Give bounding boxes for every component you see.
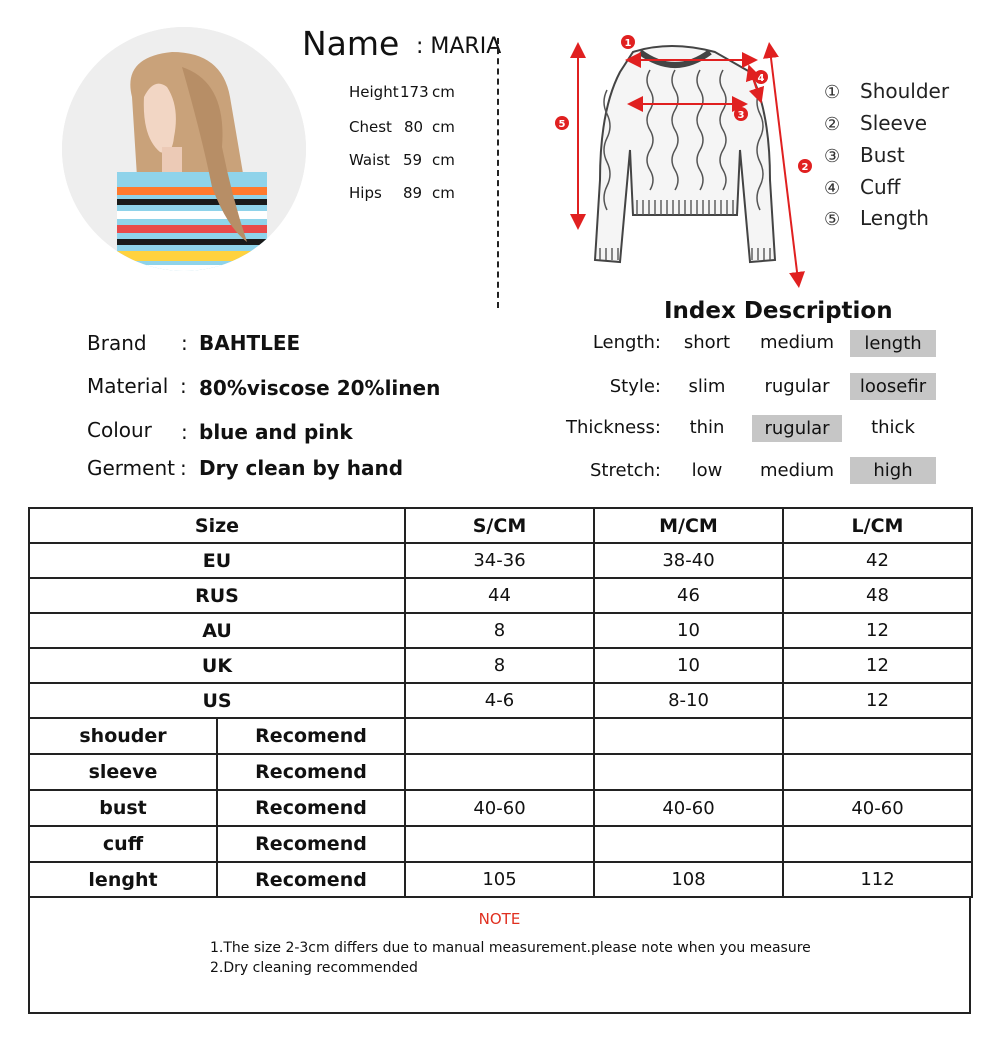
table-row — [29, 578, 972, 613]
measure-waist — [349, 150, 489, 170]
index-option-selected: length — [850, 330, 936, 357]
region-label: RUS — [29, 578, 405, 613]
legend-num: ② — [824, 114, 841, 135]
legend-label: Length — [860, 206, 929, 230]
index-option: low — [691, 460, 723, 481]
legend-length — [824, 205, 929, 231]
legend-num: ⑤ — [824, 209, 841, 230]
marker-3-label: 3 — [737, 110, 745, 121]
region-label: EU — [29, 543, 405, 578]
legend-num: ③ — [824, 146, 841, 167]
index-option: thin — [689, 417, 725, 438]
note-title: NOTE — [478, 910, 521, 928]
sweater-diagram — [545, 30, 815, 295]
index-option: slim — [688, 376, 726, 397]
table-row — [29, 613, 972, 648]
table-row — [29, 543, 972, 578]
legend-label: Sleeve — [860, 111, 928, 135]
index-label-style: Style: — [609, 376, 661, 397]
measure-label: cuff — [29, 826, 217, 862]
table-cell: 38-40 — [594, 543, 783, 578]
index-option-selected: loosefir — [850, 373, 936, 400]
table-cell: 8-10 — [594, 683, 783, 718]
index-label-thickness: Thickness: — [565, 417, 661, 438]
measure-label: shouder — [29, 718, 217, 754]
table-cell: 108 — [594, 862, 783, 897]
measure-note: Recomend — [217, 790, 405, 826]
marker-2 — [798, 159, 812, 173]
index-option: medium — [760, 460, 834, 481]
table-cell: 40-60 — [405, 790, 594, 826]
legend-cuff — [824, 174, 900, 200]
measure-note: Recomend — [217, 862, 405, 897]
note-box — [28, 896, 971, 1014]
table-cell: 40-60 — [594, 790, 783, 826]
measure-label: Waist — [349, 151, 390, 169]
table-cell: 48 — [783, 578, 972, 613]
product-germent-sep: : — [180, 456, 187, 480]
measure-hips — [349, 183, 489, 203]
product-germent-value: Dry clean by hand — [199, 456, 404, 480]
marker-5 — [555, 116, 569, 130]
product-brand-sep: : — [181, 331, 188, 355]
table-row — [29, 683, 972, 718]
table-cell: 12 — [783, 648, 972, 683]
legend-num: ① — [824, 82, 841, 103]
legend-num: ④ — [824, 178, 841, 199]
table-cell: 34-36 — [405, 543, 594, 578]
measure-label: lenght — [29, 862, 217, 897]
measure-value: 59 — [403, 151, 423, 169]
index-option: short — [683, 332, 731, 353]
measure-label: Chest — [349, 118, 392, 136]
product-material-label: Material — [87, 374, 169, 398]
index-option: medium — [760, 332, 834, 353]
marker-4-label: 4 — [757, 73, 765, 84]
measure-value: 89 — [403, 184, 423, 202]
table-cell: 10 — [594, 613, 783, 648]
legend-label: Bust — [860, 143, 905, 167]
table-cell — [594, 718, 783, 754]
table-row — [29, 648, 972, 683]
marker-1-label: 1 — [624, 38, 632, 49]
legend-shoulder — [824, 78, 949, 104]
header-s: S/CM — [405, 508, 594, 543]
region-label: AU — [29, 613, 405, 648]
table-row — [29, 718, 972, 754]
index-option-selected: high — [850, 457, 936, 484]
index-option: rugular — [764, 376, 830, 397]
header-size: Size — [29, 508, 405, 543]
table-cell: 42 — [783, 543, 972, 578]
dashed-divider — [497, 38, 499, 308]
table-cell — [783, 754, 972, 790]
header-l: L/CM — [783, 508, 972, 543]
product-brand-value: BAHTLEE — [199, 331, 301, 355]
table-cell: 12 — [783, 683, 972, 718]
table-cell: 10 — [594, 648, 783, 683]
table-cell: 12 — [783, 613, 972, 648]
table-cell: 46 — [594, 578, 783, 613]
measure-chest — [349, 117, 489, 137]
index-title: Index Description — [664, 298, 893, 324]
measure-note: Recomend — [217, 718, 405, 754]
table-cell: 44 — [405, 578, 594, 613]
region-label: UK — [29, 648, 405, 683]
index-option-selected: rugular — [752, 415, 842, 442]
table-cell — [405, 826, 594, 862]
size-table — [28, 507, 973, 898]
measure-unit: cm — [432, 184, 455, 202]
region-label: US — [29, 683, 405, 718]
legend-label: Cuff — [860, 175, 901, 199]
measure-label: Height — [349, 83, 399, 101]
table-cell: 112 — [783, 862, 972, 897]
measure-unit: cm — [432, 118, 455, 136]
measure-label: bust — [29, 790, 217, 826]
measure-note: Recomend — [217, 826, 405, 862]
note-line-1: 1.The size 2-3cm differs due to manual measurement.please note when you measure — [210, 940, 811, 956]
model-photo — [62, 27, 306, 271]
table-row — [29, 754, 972, 790]
table-row — [29, 790, 972, 826]
measure-unit: cm — [432, 83, 455, 101]
table-cell: 8 — [405, 648, 594, 683]
product-colour-sep: : — [181, 420, 188, 444]
legend-sleeve — [824, 110, 927, 136]
table-cell — [405, 754, 594, 790]
marker-3 — [734, 107, 748, 121]
table-cell — [405, 718, 594, 754]
product-colour-label: Colour — [87, 418, 152, 442]
measure-unit: cm — [432, 151, 455, 169]
table-cell — [594, 754, 783, 790]
table-cell — [783, 826, 972, 862]
measure-value: 80 — [404, 118, 424, 136]
table-row — [29, 826, 972, 862]
marker-2-label: 2 — [801, 162, 809, 173]
measure-note: Recomend — [217, 754, 405, 790]
model-name-value: : MARIA — [416, 34, 502, 59]
marker-4 — [754, 70, 768, 84]
product-material-sep: : — [180, 374, 187, 398]
product-brand-label: Brand — [87, 331, 147, 355]
measure-label: Hips — [349, 184, 382, 202]
model-name-label: Name — [302, 24, 400, 63]
legend-bust — [824, 142, 905, 168]
table-header-row — [29, 508, 972, 543]
product-colour-value: blue and pink — [199, 420, 353, 444]
product-material-value: 80%viscose 20%linen — [199, 376, 441, 400]
table-row — [29, 862, 972, 897]
note-line-2: 2.Dry cleaning recommended — [210, 960, 418, 976]
measure-height — [349, 82, 489, 102]
index-label-stretch: Stretch: — [590, 460, 661, 481]
measure-label: sleeve — [29, 754, 217, 790]
marker-5-label: 5 — [558, 119, 566, 130]
table-cell: 4-6 — [405, 683, 594, 718]
table-cell: 105 — [405, 862, 594, 897]
index-option: thick — [871, 417, 915, 438]
table-cell — [783, 718, 972, 754]
measure-value: 173 — [400, 83, 429, 101]
index-label-length: Length: — [592, 332, 661, 353]
marker-1 — [621, 35, 635, 49]
product-germent-label: Germent — [87, 456, 175, 480]
table-cell: 40-60 — [783, 790, 972, 826]
table-cell: 8 — [405, 613, 594, 648]
table-cell — [594, 826, 783, 862]
legend-label: Shoulder — [860, 79, 950, 103]
header-m: M/CM — [594, 508, 783, 543]
